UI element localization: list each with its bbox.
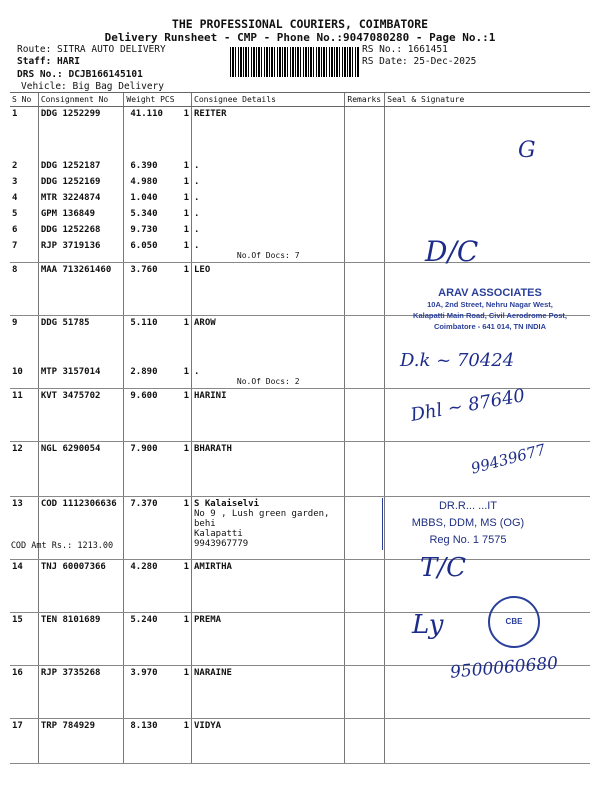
consignment-cell-text: TNJ 60007366 [40, 562, 106, 572]
sno-cell-text: 8 [12, 265, 18, 275]
signature: D/C [425, 235, 479, 268]
consignee-line: Kalapatti [194, 529, 243, 539]
consignee-line: . [194, 161, 200, 171]
pcs: 1 [183, 109, 189, 119]
consignment-cell [38, 365, 124, 389]
weight: 9.600 [130, 391, 158, 401]
pcs: 1 [183, 391, 189, 401]
consignee-line: HARINI [194, 391, 227, 401]
consignee-cell [192, 666, 345, 719]
consignment-cell [38, 207, 124, 223]
weight-pcs-cell [124, 560, 192, 613]
consignee-line: . [194, 193, 200, 203]
sno-cell-text: 1 [12, 109, 18, 119]
pcs: 1 [183, 265, 189, 275]
consignment-cell [38, 389, 124, 442]
weight: 1.040 [130, 193, 158, 203]
weight: 7.900 [130, 444, 158, 454]
stamp-line: Kalapatti Main Road, Civil Aerodrome Post, [413, 311, 567, 320]
consignee-cell [192, 191, 345, 207]
column-header: Weight PCS [124, 93, 192, 107]
consignee-cell [192, 316, 345, 366]
remarks-cell [345, 175, 385, 191]
sno-cell [10, 316, 38, 366]
consignee-cell [192, 107, 345, 125]
table-row [10, 107, 590, 125]
consignment-cell [38, 159, 124, 175]
consignee-cell [192, 613, 345, 666]
sno-cell [10, 263, 38, 316]
consignment-cell [38, 239, 124, 263]
stamp-line: ARAV ASSOCIATES [438, 287, 542, 299]
sno-cell-text: 15 [12, 615, 23, 625]
stamp-line: DR.R... ...IT [438, 500, 498, 512]
weight-pcs-cell [124, 159, 192, 175]
consignment-cell-text: MTP 3157014 [40, 367, 101, 377]
consignee-line: . [194, 225, 200, 235]
consignee-line: . [194, 367, 200, 377]
seal-signature-cell [385, 107, 590, 125]
sno-cell [10, 613, 38, 666]
signature: Ly [412, 610, 444, 640]
consignee-line: AROW [194, 318, 216, 328]
sno-cell-text: 6 [12, 225, 18, 235]
remarks-cell [345, 560, 385, 613]
sno-cell [10, 223, 38, 239]
weight-pcs-cell [124, 175, 192, 191]
sno-cell [10, 442, 38, 497]
consignment-cell-text: RJP 3735268 [40, 668, 101, 678]
weight: 6.050 [130, 241, 158, 251]
company-title: THE PROFESSIONAL COURIERS, COIMBATORE [171, 17, 429, 31]
consignee-line: NARAINE [194, 668, 232, 678]
signature: D.k ~ 70424 [400, 350, 515, 371]
sno-cell-text: 17 [12, 721, 23, 731]
pcs: 1 [183, 721, 189, 731]
column-header: Consignee Details [192, 93, 345, 107]
remarks-cell [345, 316, 385, 366]
table-row [10, 223, 590, 239]
consignment-cell [38, 175, 124, 191]
weight-pcs-cell [124, 365, 192, 389]
consignee-cell [192, 719, 345, 764]
column-header: Remarks [345, 93, 385, 107]
seal-signature-cell [385, 124, 590, 159]
rs-number: RS No.: 1661451 [362, 44, 448, 55]
remarks-cell [345, 613, 385, 666]
consignment-cell [38, 666, 124, 719]
sno-cell-text: 9 [12, 318, 18, 328]
weight-pcs-cell [124, 666, 192, 719]
weight-pcs-cell [124, 223, 192, 239]
remarks-cell [345, 191, 385, 207]
round-seal: CBE [488, 596, 540, 648]
vehicle: Vehicle: Big Bag Delivery [21, 81, 164, 92]
consignee-line: AMIRTHA [194, 562, 232, 572]
consignee-cell [192, 124, 345, 159]
sno-cell [10, 107, 38, 125]
remarks-cell [345, 263, 385, 316]
sno-cell-text: 14 [12, 562, 23, 572]
consignee-cell [192, 207, 345, 223]
remarks-cell [345, 207, 385, 223]
weight: 5.110 [130, 318, 158, 328]
consignee-cell [192, 497, 345, 560]
table-row [10, 239, 590, 263]
consignment-cell-text: COD 1112306636 [40, 499, 117, 509]
sno-cell [10, 124, 38, 159]
weight: 5.340 [130, 209, 158, 219]
table-row [10, 191, 590, 207]
consignee-cell [192, 560, 345, 613]
table-row [10, 159, 590, 175]
barcode [230, 47, 360, 77]
pcs: 1 [183, 161, 189, 171]
weight-pcs-cell [124, 207, 192, 223]
column-header: S No [10, 93, 38, 107]
docs-count: No.Of Docs: 7 [236, 251, 300, 260]
consignment-cell-text: DDG 51785 [40, 318, 90, 328]
seal-signature-cell [385, 223, 590, 239]
column-header: Consignment No [38, 93, 124, 107]
rs-date: RS Date: 25-Dec-2025 [362, 56, 477, 67]
consignment-cell-text: MAA 713261460 [40, 265, 112, 275]
remarks-cell [345, 223, 385, 239]
consignee-line: No 9 , Lush green garden, behi [194, 509, 330, 529]
sno-cell-text: 16 [12, 668, 23, 678]
consignment-cell [38, 719, 124, 764]
consignment-cell-text: TEN 8101689 [40, 615, 101, 625]
sno-cell-text: 5 [12, 209, 18, 219]
stamp-line: 10A, 2nd Street, Nehru Nagar West, [427, 300, 553, 309]
remarks-cell [345, 239, 385, 263]
consignee-line: S Kalaiselvi [194, 499, 260, 509]
consignment-cell-text: TRP 784929 [40, 721, 95, 731]
runsheet-subtitle: Delivery Runsheet - CMP - Phone No.:9047080280 - Page No.:1 [104, 31, 496, 44]
sno-cell [10, 389, 38, 442]
weight: 3.970 [130, 668, 158, 678]
pcs: 1 [183, 318, 189, 328]
consignee-line: VIDYA [194, 721, 222, 731]
table-row [10, 124, 590, 159]
weight: 9.730 [130, 225, 158, 235]
consignee-cell [192, 442, 345, 497]
consignee-cell [192, 159, 345, 175]
weight-pcs-cell [124, 191, 192, 207]
weight: 8.130 [130, 721, 158, 731]
consignment-cell [38, 442, 124, 497]
sno-cell [10, 207, 38, 223]
weight-pcs-cell [124, 442, 192, 497]
weight: 2.890 [130, 367, 158, 377]
weight: 4.280 [130, 562, 158, 572]
sno-cell-text: 7 [12, 241, 18, 251]
pcs: 1 [183, 177, 189, 187]
consignee-cell [192, 263, 345, 316]
weight-pcs-cell [124, 239, 192, 263]
sno-cell-text: 3 [12, 177, 18, 187]
consignee-cell [192, 239, 345, 263]
sno-cell [10, 191, 38, 207]
sno-cell [10, 719, 38, 764]
consignment-cell [38, 124, 124, 159]
route: Route: SITRA AUTO DELIVERY [17, 44, 166, 55]
weight: 4.980 [130, 177, 158, 187]
consignee-line: REITER [194, 109, 227, 119]
remarks-cell [345, 666, 385, 719]
remarks-cell [345, 442, 385, 497]
weight: 41.110 [130, 109, 163, 119]
consignment-cell-text: KVT 3475702 [40, 391, 101, 401]
consignment-cell-text: NGL 6290054 [40, 444, 101, 454]
sno-cell-text: 4 [12, 193, 18, 203]
consignee-cell [192, 223, 345, 239]
pcs: 1 [183, 225, 189, 235]
sno-cell-text: 13 [12, 499, 23, 509]
seal-signature-cell [385, 719, 590, 764]
weight-pcs-cell [124, 263, 192, 316]
pcs: 1 [183, 241, 189, 251]
seal-signature-cell [385, 191, 590, 207]
remarks-cell [345, 719, 385, 764]
table-row [10, 175, 590, 191]
sno-cell [10, 365, 38, 389]
seal-signature-cell [385, 159, 590, 175]
consignee-line: . [194, 177, 200, 187]
sno-cell-text: 11 [12, 391, 23, 401]
consignment-cell [38, 107, 124, 125]
signature: 99439677 [468, 440, 548, 478]
weight-pcs-cell [124, 719, 192, 764]
consignment-cell-text: GPM 136849 [40, 209, 95, 219]
weight: 5.240 [130, 615, 158, 625]
weight-pcs-cell [124, 613, 192, 666]
weight-pcs-cell [124, 107, 192, 125]
table-row [10, 207, 590, 223]
signature: 9500060680 [449, 653, 559, 683]
weight-pcs-cell [124, 124, 192, 159]
weight-pcs-cell [124, 316, 192, 366]
pcs: 1 [183, 209, 189, 219]
stamp-line: Reg No. 1 7575 [429, 534, 507, 546]
stamp-line: MBBS, DDM, MS (OG) [411, 517, 525, 529]
remarks-cell [345, 497, 385, 560]
arav-associates-stamp [390, 288, 590, 332]
remarks-cell [345, 124, 385, 159]
sno-cell-text: 2 [12, 161, 18, 171]
consignment-cell [10, 497, 124, 560]
sno-cell-text: 12 [12, 444, 23, 454]
consignee-cell [192, 365, 345, 389]
seal-signature-cell [385, 207, 590, 223]
pcs: 1 [183, 367, 189, 377]
consignment-cell-text: DDG 1252268 [40, 225, 101, 235]
weight-pcs-cell [124, 497, 192, 560]
sno-cell [10, 666, 38, 719]
weight: 3.760 [130, 265, 158, 275]
consignment-cell [38, 191, 124, 207]
table-row [10, 719, 590, 764]
consignment-cell [38, 223, 124, 239]
pcs: 1 [183, 668, 189, 678]
consignment-cell [38, 316, 124, 366]
consignment-cell [38, 263, 124, 316]
column-header: Seal & Signature [385, 93, 590, 107]
consignee-cell [192, 175, 345, 191]
consignment-cell-text: DDG 1252169 [40, 177, 101, 187]
signature: G [518, 138, 536, 163]
consignment-cell-text: DDG 1252299 [40, 109, 101, 119]
remarks-cell [345, 107, 385, 125]
pcs: 1 [183, 615, 189, 625]
stamp-line: Coimbatore - 641 014, TN INDIA [433, 322, 547, 331]
consignee-cell [192, 389, 345, 442]
consignee-line: LEO [194, 265, 211, 275]
consignment-cell-text: RJP 3719136 [40, 241, 101, 251]
staff: Staff: HARI [17, 56, 80, 67]
consignee-line: 9943967779 [194, 539, 249, 549]
consignment-cell [38, 613, 124, 666]
consignee-line: PREMA [194, 615, 222, 625]
docs-count: No.Of Docs: 2 [236, 377, 300, 386]
seal-signature-cell [385, 560, 590, 613]
seal-signature-cell [385, 175, 590, 191]
signature: Dhl ~ 87640 [409, 385, 527, 426]
sno-cell [10, 239, 38, 263]
consignment-cell [38, 560, 124, 613]
consignee-line: BHARATH [194, 444, 232, 454]
consignee-line: . [194, 241, 200, 251]
pcs: 1 [183, 444, 189, 454]
consignment-cell-text: DDG 1252187 [40, 161, 101, 171]
cod-amount: COD Amt Rs.: 1213.00 [10, 541, 114, 551]
pcs: 1 [183, 193, 189, 203]
drs-number: DRS No.: DCJB166145101 [17, 69, 143, 80]
pcs: 1 [183, 499, 189, 509]
sno-cell-text: 10 [12, 367, 23, 377]
sno-cell [10, 560, 38, 613]
weight: 7.370 [130, 499, 158, 509]
weight-pcs-cell [124, 389, 192, 442]
weight: 6.390 [130, 161, 158, 171]
sno-cell [10, 175, 38, 191]
remarks-cell [345, 159, 385, 175]
doctor-stamp [382, 498, 553, 550]
sno-cell [10, 159, 38, 175]
signature: T/C [420, 553, 466, 583]
pcs: 1 [183, 562, 189, 572]
remarks-cell [345, 389, 385, 442]
seal-signature-cell [385, 239, 590, 263]
consignee-line: . [194, 209, 200, 219]
consignment-cell-text: MTR 3224874 [40, 193, 101, 203]
remarks-cell [345, 365, 385, 389]
